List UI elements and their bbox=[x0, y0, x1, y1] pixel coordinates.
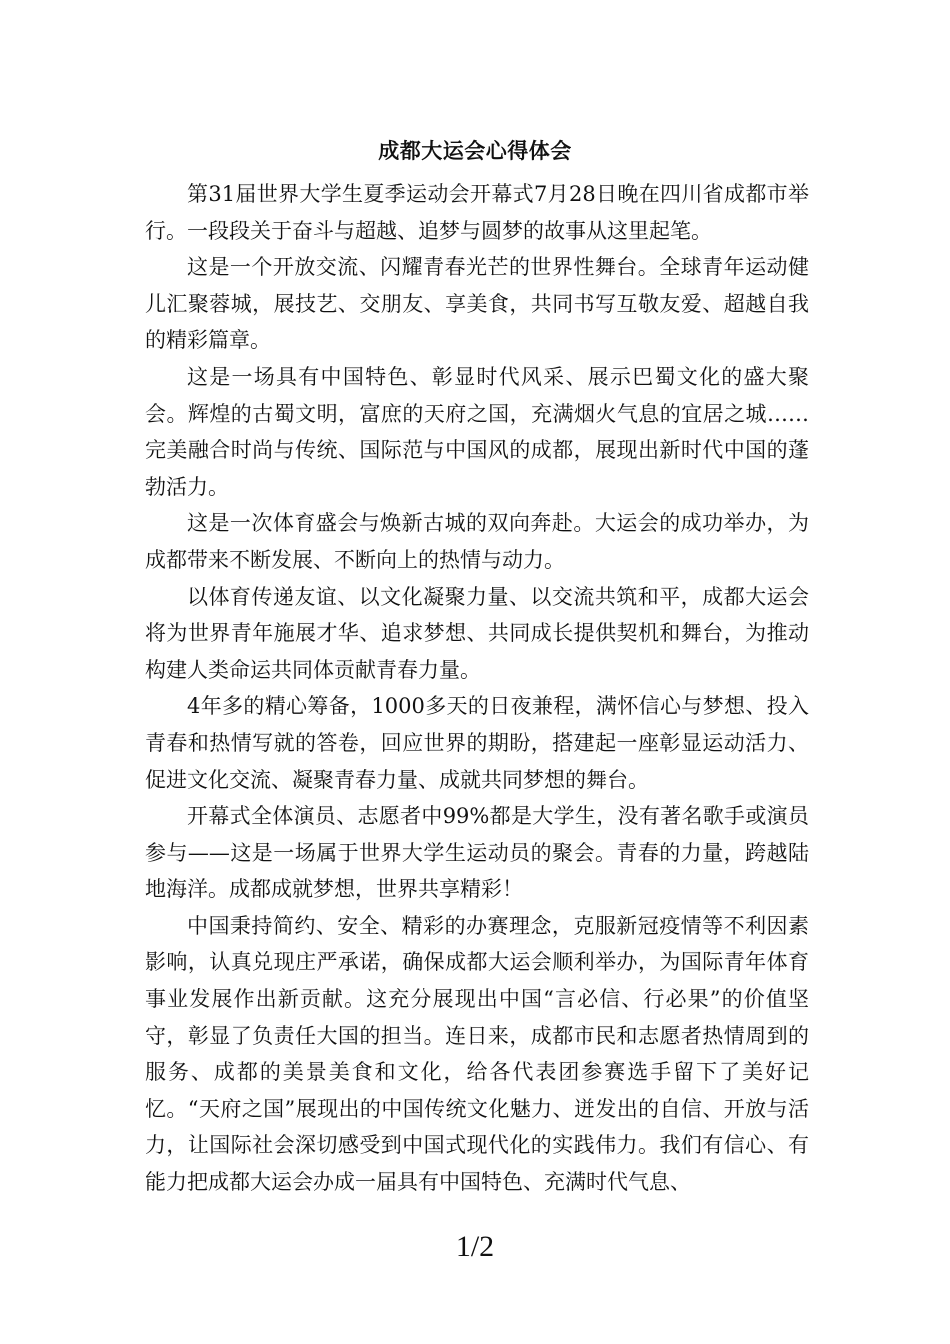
document-title: 成都大运会心得体会 bbox=[378, 138, 572, 163]
paragraph-4: 这是一次体育盛会与焕新古城的双向奔赴。大运会的成功举办，为成都带来不断发展、不断向上的热情与动力。 bbox=[145, 511, 809, 572]
paragraph-6: 4年多的精心筹备，1000多天的日夜兼程，满怀信心与梦想、投入青春和热情写就的答卷，回应世界的期盼，搭建起一座彰显运动活力、促进文化交流、凝聚青春力量、成就共同梦想的舞台。 bbox=[145, 694, 809, 792]
paragraph-3: 这是一场具有中国特色、彰显时代风采、展示巴蜀文化的盛大聚会。辉煌的古蜀文明，富庶的天府之国，充满烟火气息的宜居之城……完美融合时尚与传统、国际范与中国风的成都，展现出新时代中国的蓬勃活力。 bbox=[145, 364, 809, 499]
paragraph-2: 这是一个开放交流、闪耀青春光芒的世界性舞台。全球青年运动健儿汇聚蓉城，展技艺、交朋友、享美食，共同书写互敬友爱、超越自我的精彩篇章。 bbox=[145, 255, 809, 353]
paragraph-8: 中国秉持简约、安全、精彩的办赛理念，克服新冠疫情等不利因素影响，认真兑现庄严承诺，确保成都大运会顺利举办，为国际青年体育事业发展作出新贡献。这充分展现出中国“言必信、行必果”的价值坚守，彰显了负责任大国的担当。连日来，成都市民和志愿者热情周到的服务、成都的美景美食和文化，给各代表团参赛选手留下了美好记忆。“天府之国”展现出的中国传统文化魅力、迸发出的自信、开放与活力，让国际社会深切感受到中国式现代化的实践伟力。我们有信心、有能力把成都大运会办成一届具有中国特色、充满时代气息、 bbox=[145, 913, 809, 1195]
document-body bbox=[145, 176, 809, 1201]
paragraph-1: 第31届世界大学生夏季运动会开幕式7月28日晚在四川省成都市举行。一段段关于奋斗与超越、追梦与圆梦的故事从这里起笔。 bbox=[145, 182, 809, 243]
page-number: 1/2 bbox=[455, 1230, 495, 1263]
paragraph-5: 以体育传递友谊、以文化凝聚力量、以交流共筑和平，成都大运会将为世界青年施展才华、追求梦想、共同成长提供契机和舞台，为推动构建人类命运共同体贡献青春力量。 bbox=[145, 584, 809, 682]
paragraph-7: 开幕式全体演员、志愿者中99%都是大学生，没有著名歌手或演员参与——这是一场属于世界大学生运动员的聚会。青春的力量，跨越陆地海洋。成都成就梦想，世界共享精彩！ bbox=[145, 804, 809, 902]
